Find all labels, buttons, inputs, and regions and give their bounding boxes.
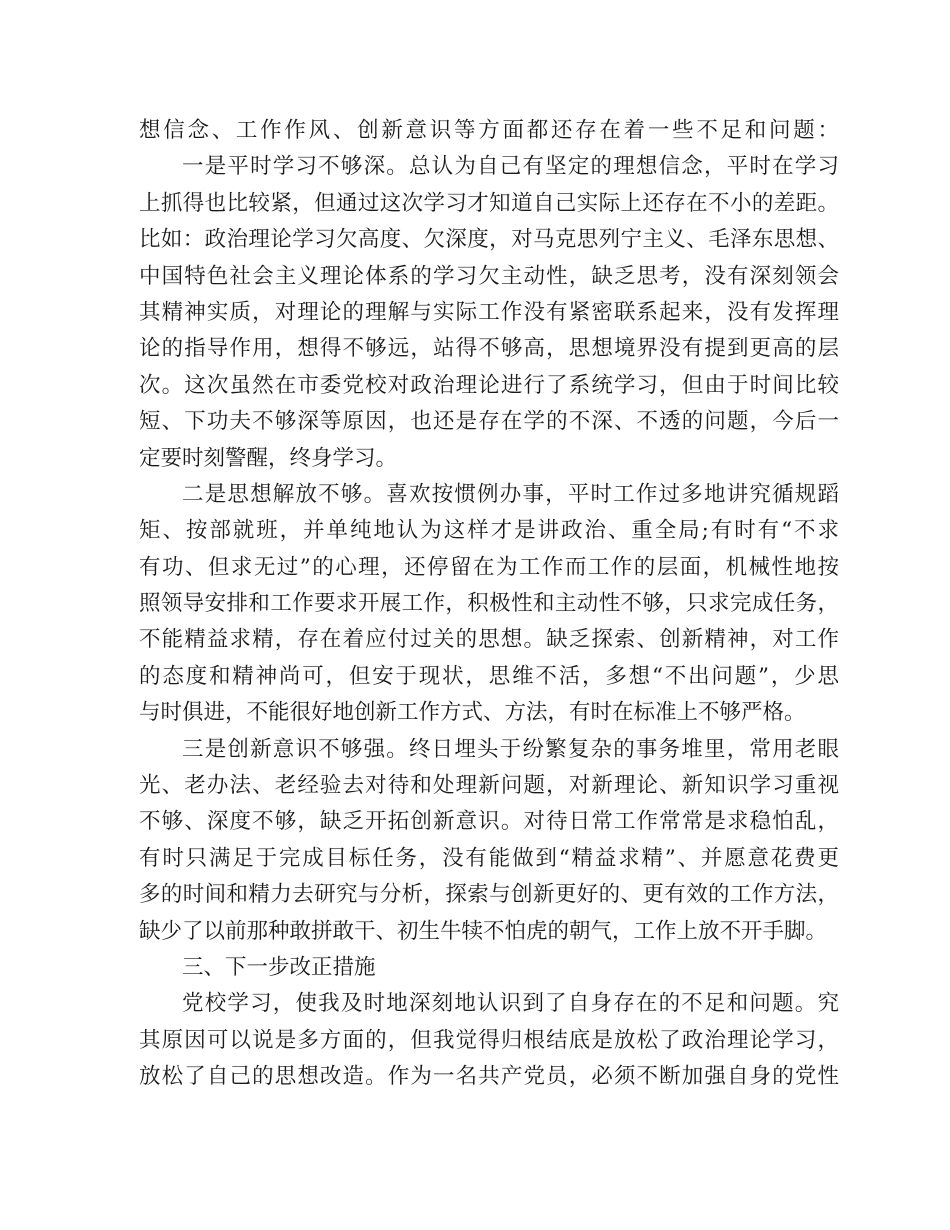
text-line: 次。这次虽然在市委党校对政治理论进行了系统学习，但由于时间比较 <box>139 372 839 398</box>
text-line: 短、下功夫不够深等原因，也还是存在学的不深、不透的问题，今后一 <box>139 409 839 435</box>
paragraph-last-line: 缺少了以前那种敢拼敢干、初生牛犊不怕虎的朝气，工作上放不开手脚。 <box>139 918 828 944</box>
text-line: 矩、按部就班，并单纯地认为这样才是讲政治、重全局;有时有“不求 <box>139 518 839 544</box>
paragraph-first-line: 一是平时学习不够深。总认为自己有坚定的理想信念，平时在学习 <box>182 154 839 180</box>
text-line: 不能精益求精，存在着应付过关的思想。缺乏探索、创新精神，对工作 <box>139 627 839 653</box>
text-line: 中国特色社会主义理论体系的学习欠主动性，缺乏思考，没有深刻领会 <box>139 263 839 289</box>
text-line: 上抓得也比较紧，但通过这次学习才知道自己实际上还存在不小的差距。 <box>139 190 839 216</box>
text-line: 想信念、工作作风、创新意识等方面都还存在着一些不足和问题： <box>139 118 839 143</box>
text-line: 论的指导作用，想得不够远，站得不够高，思想境界没有提到更高的层 <box>139 336 839 362</box>
text-line: 比如：政治理论学习欠高度、欠深度，对马克思列宁主义、毛泽东思想、 <box>139 227 839 253</box>
text-line: 其原因可以说是多方面的，但我觉得归根结底是放松了政治理论学习， <box>139 1027 839 1053</box>
text-line: 不够、深度不够，缺乏开拓创新意识。对待日常工作常常是求稳怕乱， <box>139 809 839 835</box>
document-body <box>139 113 839 1096</box>
section-heading: 三、下一步改正措施 <box>182 954 376 980</box>
text-line: 其精神实质，对理论的理解与实际工作没有紧密联系起来，没有发挥理 <box>139 299 839 325</box>
paragraph-last-line: 与时俱进，不能很好地创新工作方式、方法，有时在标准上不够严格。 <box>139 700 806 726</box>
text-line: 有功、但求无过”的心理，还停留在为工作而工作的层面，机械性地按 <box>139 554 839 580</box>
text-line: 有时只满足于完成目标任务，没有能做到“精益求精”、并愿意花费更 <box>139 845 839 871</box>
paragraph-last-line: 定要时刻警醒，终身学习。 <box>139 445 398 471</box>
paragraph-first-line: 三是创新意识不够强。终日埋头于纷繁复杂的事务堆里，常用老眼 <box>182 736 839 762</box>
text-line: 照领导安排和工作要求开展工作，积极性和主动性不够，只求完成任务， <box>139 591 839 617</box>
text-line: 多的时间和精力去研究与分析，探索与创新更好的、更有效的工作方法， <box>139 882 839 908</box>
paragraph-first-line: 二是思想解放不够。喜欢按惯例办事，平时工作过多地讲究循规蹈 <box>182 481 839 507</box>
text-line: 放松了自己的思想改造。作为一名共产党员，必须不断加强自身的党性 <box>139 1064 839 1090</box>
paragraph-first-line: 党校学习，使我及时地深刻地认识到了自身存在的不足和问题。究 <box>182 991 839 1017</box>
text-line: 的态度和精神尚可，但安于现状，思维不活，多想“不出问题”，少思 <box>139 663 839 689</box>
text-line: 光、老办法、老经验去对待和处理新问题，对新理论、新知识学习重视 <box>139 773 839 799</box>
